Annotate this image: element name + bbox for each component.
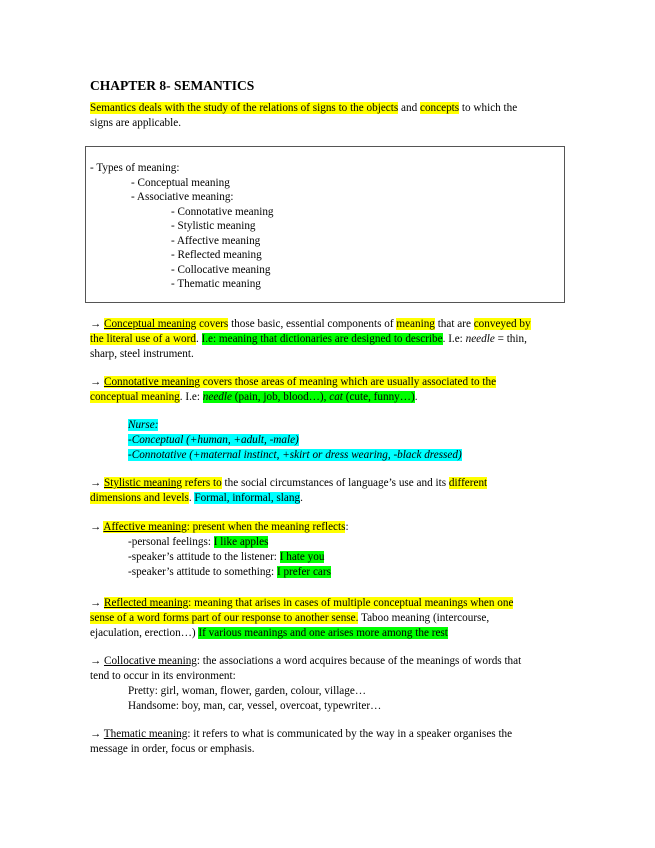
stylistic-item: - Stylistic meaning bbox=[171, 220, 256, 232]
nurse-example: Nurse: -Conceptual (+human, +adult, -male) -Connotative (+maternal instinct, +skirt or dress wearing, -black dressed) bbox=[128, 419, 462, 461]
arrow-icon: → bbox=[90, 376, 102, 388]
thematic-paragraph: → Thematic meaning: it refers to what is communicated by the way in a speaker organises the message in order, focus or emphasis. bbox=[90, 728, 513, 755]
arrow-icon: → bbox=[90, 728, 102, 740]
arrow-icon: → bbox=[90, 597, 102, 609]
affective-paragraph: → Affective meaning: present when the meaning reflects: -personal feelings: I like apples -speaker’s attitude to the listener: I hate you -speaker’s attitude to something: I prefer cars bbox=[90, 521, 349, 578]
types-of-meaning-box bbox=[85, 146, 565, 303]
collocative-paragraph: → Collocative meaning: the associations a word acquires because of the meanings of words that tend to occur in its environment: Pretty: girl, woman, flower, garden, colour, village… Handsome: boy, man, car, vessel, overcoat, typewriter… bbox=[90, 655, 522, 712]
types-header: - Types of meaning: bbox=[90, 162, 180, 174]
arrow-icon: → bbox=[90, 477, 102, 489]
collocative-item: - Collocative meaning bbox=[171, 263, 271, 276]
intro-paragraph: Semantics deals with the study of the relations of signs to the objects and concepts to which the signs are applicable. bbox=[90, 102, 518, 129]
intro-highlight: Semantics deals with the study of the relations of signs to the objects bbox=[90, 102, 399, 114]
thematic-item: - Thematic meaning bbox=[171, 278, 261, 290]
stylistic-paragraph: → Stylistic meaning refers to the social circumstances of language’s use and its different dimensions and levels. Formal, informal, slang. bbox=[90, 477, 488, 504]
affective-term: Affective meaning bbox=[103, 521, 187, 533]
reflected-paragraph: → Reflected meaning: meaning that arises in cases of multiple conceptual meanings when one sense of a word forms part of our response to another sense. Taboo meaning (intercourse, ejaculation, erection…) If various meanings and one arises more among the rest bbox=[90, 597, 514, 639]
conceptual-item: - Conceptual meaning bbox=[131, 176, 230, 189]
arrow-icon: → bbox=[90, 318, 102, 330]
stylistic-term: Stylistic meaning bbox=[103, 477, 182, 489]
associative-item: - Associative meaning: bbox=[131, 191, 234, 203]
conceptual-term: Conceptual meaning bbox=[103, 318, 197, 330]
affective-item: - Affective meaning bbox=[171, 234, 261, 247]
thematic-term: Thematic meaning bbox=[103, 728, 188, 740]
chapter-title: CHAPTER 8- SEMANTICS bbox=[90, 78, 255, 93]
concepts-highlight: concepts bbox=[419, 102, 460, 114]
connotative-item: - Connotative meaning bbox=[171, 205, 274, 218]
reflected-term: Reflected meaning bbox=[103, 597, 189, 609]
connotative-paragraph: → Connotative meaning covers those areas of meaning which are usually associated to the conceptual meaning. I.e: needle (pain, job, blood…), cat (cute, funny…). bbox=[90, 376, 497, 403]
collocative-term: Collocative meaning bbox=[103, 655, 197, 667]
reflected-item: - Reflected meaning bbox=[171, 249, 262, 261]
conceptual-paragraph: → Conceptual meaning covers those basic, essential components of meaning that are conveyed by the literal use of a word. I.e: meaning that dictionaries are designed to describe. I.e: needle = thin, sharp, steel instrument. bbox=[90, 318, 531, 360]
arrow-icon: → bbox=[90, 655, 102, 667]
arrow-icon: → bbox=[90, 521, 102, 533]
connotative-term: Connotative meaning bbox=[103, 376, 200, 388]
